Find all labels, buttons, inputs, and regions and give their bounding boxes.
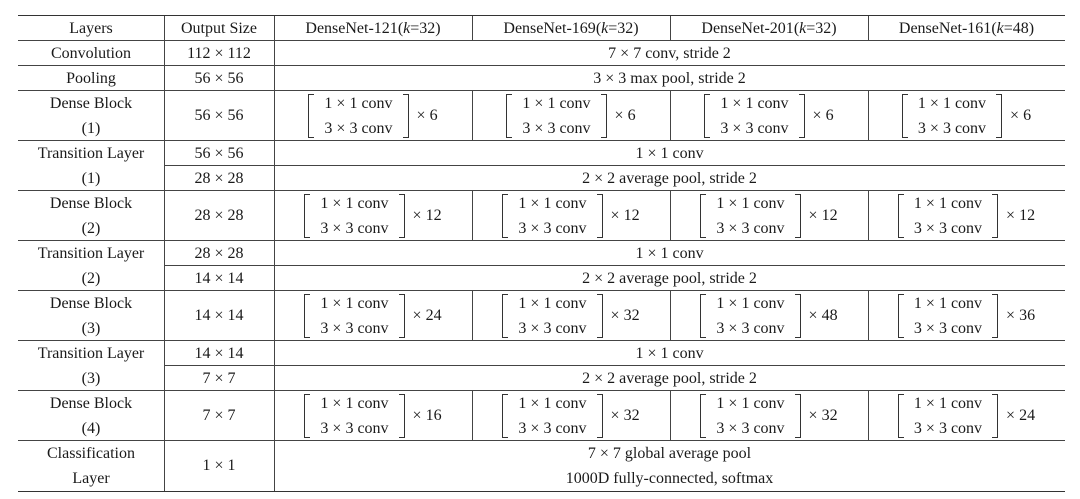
bracket-group bbox=[304, 394, 441, 438]
left-bracket bbox=[304, 294, 310, 338]
right-bracket bbox=[992, 194, 998, 238]
layer-name-cell bbox=[18, 141, 164, 191]
model-name: DenseNet-161 bbox=[898, 19, 992, 37]
densenet-architecture-table bbox=[18, 15, 1065, 492]
repeat-multiplier: × 6 bbox=[614, 107, 636, 124]
conv-line: 3 × 3 conv bbox=[522, 119, 591, 137]
dense-block-config bbox=[274, 391, 472, 441]
conv-line: 3 × 3 conv bbox=[518, 319, 587, 337]
right-bracket bbox=[795, 194, 801, 238]
layer-name: Transition Layer bbox=[37, 144, 145, 162]
conv-line: 1 × 1 conv bbox=[320, 194, 389, 212]
output-size: 28 × 28 bbox=[194, 169, 244, 187]
conv-stack bbox=[518, 396, 586, 437]
output-size: 14 × 14 bbox=[194, 269, 244, 287]
equals-sign: = bbox=[806, 19, 816, 37]
left-bracket bbox=[704, 94, 710, 138]
left-bracket bbox=[898, 394, 904, 438]
layer-name-cell bbox=[18, 291, 164, 341]
right-bracket bbox=[399, 294, 405, 338]
column-divider bbox=[472, 191, 473, 241]
right-bracket bbox=[597, 294, 603, 338]
bracket-group bbox=[704, 94, 833, 138]
dense-block-config bbox=[868, 91, 1065, 141]
dense-block-config bbox=[472, 91, 670, 141]
left-bracket bbox=[902, 94, 908, 138]
column-divider bbox=[472, 391, 473, 441]
equals-sign: = bbox=[1003, 19, 1013, 37]
conv-line: 1 × 1 conv bbox=[716, 394, 785, 412]
column-divider bbox=[670, 91, 671, 141]
conv-stack bbox=[716, 396, 784, 437]
column-divider bbox=[472, 291, 473, 341]
conv-stack bbox=[918, 96, 986, 137]
layer-name: Dense Block bbox=[49, 94, 133, 112]
conv-stack bbox=[914, 196, 982, 237]
repeat-multiplier: × 32 bbox=[610, 307, 640, 324]
column-divider bbox=[868, 291, 869, 341]
header-model-2 bbox=[472, 16, 670, 41]
bracket-group bbox=[304, 194, 441, 238]
model-name: DenseNet-201 bbox=[701, 19, 794, 37]
conv-stack bbox=[716, 296, 784, 337]
bracket-group bbox=[308, 94, 437, 138]
left-bracket bbox=[502, 394, 508, 438]
conv-line: 1 × 1 conv bbox=[913, 194, 983, 212]
header-layers: Layers bbox=[69, 19, 113, 37]
column-divider bbox=[868, 16, 869, 41]
column-divider bbox=[274, 16, 275, 491]
model-name: DenseNet-169 bbox=[503, 19, 596, 37]
dense-block-config bbox=[472, 191, 670, 241]
output-size: 112 × 112 bbox=[187, 44, 251, 62]
output-size: 56 × 56 bbox=[194, 69, 244, 87]
paren-open: ( bbox=[793, 19, 800, 37]
shared-op: 2 × 2 average pool, stride 2 bbox=[582, 369, 757, 387]
repeat-multiplier: × 12 bbox=[610, 207, 640, 224]
growth-rate-symbol: k bbox=[799, 19, 807, 37]
growth-rate-symbol: k bbox=[601, 19, 609, 37]
conv-line: 3 × 3 conv bbox=[913, 319, 983, 337]
conv-stack bbox=[720, 96, 788, 137]
right-bracket bbox=[799, 94, 805, 138]
growth-rate-symbol: k bbox=[996, 19, 1004, 37]
conv-stack bbox=[320, 196, 388, 237]
conv-line: 1 × 1 conv bbox=[518, 194, 587, 212]
column-divider bbox=[670, 191, 671, 241]
repeat-multiplier: × 6 bbox=[416, 107, 438, 124]
left-bracket bbox=[304, 194, 310, 238]
output-size: 28 × 28 bbox=[194, 244, 244, 262]
dense-block-config bbox=[472, 391, 670, 441]
header-model-4 bbox=[868, 16, 1065, 41]
right-bracket bbox=[795, 294, 801, 338]
conv-line: 1 × 1 conv bbox=[913, 394, 983, 412]
growth-rate-value: 32 bbox=[617, 19, 634, 37]
dense-block-config bbox=[868, 191, 1065, 241]
conv-line: 1 × 1 conv bbox=[716, 194, 785, 212]
paren-close: ) bbox=[1028, 19, 1035, 37]
bracket-group bbox=[502, 194, 639, 238]
header-model-1 bbox=[274, 16, 472, 41]
layer-index: (4) bbox=[81, 419, 101, 437]
shared-op: 2 × 2 average pool, stride 2 bbox=[582, 269, 757, 287]
column-divider bbox=[670, 16, 671, 41]
right-bracket bbox=[992, 294, 998, 338]
output-size: 56 × 56 bbox=[194, 144, 244, 162]
dense-block-config bbox=[274, 291, 472, 341]
layer-name: Transition Layer bbox=[37, 344, 145, 362]
dense-block-config bbox=[868, 291, 1065, 341]
header-model-3 bbox=[670, 16, 868, 41]
layer-name: Transition Layer bbox=[37, 244, 145, 262]
repeat-multiplier: × 32 bbox=[610, 407, 640, 424]
column-divider bbox=[868, 191, 869, 241]
conv-line: 3 × 3 conv bbox=[716, 319, 785, 337]
right-bracket bbox=[996, 94, 1002, 138]
right-bracket bbox=[597, 394, 603, 438]
repeat-multiplier: × 32 bbox=[808, 407, 838, 424]
shared-op: 1 × 1 conv bbox=[635, 344, 704, 362]
growth-rate-value: 32 bbox=[419, 19, 436, 37]
right-bracket bbox=[597, 194, 603, 238]
right-bracket bbox=[403, 94, 409, 138]
left-bracket bbox=[502, 294, 508, 338]
column-divider bbox=[472, 16, 473, 41]
left-bracket bbox=[898, 294, 904, 338]
repeat-multiplier: × 12 bbox=[1006, 207, 1036, 224]
paren-close: ) bbox=[435, 19, 441, 37]
bracket-group bbox=[506, 94, 635, 138]
layer-name: Pooling bbox=[66, 69, 116, 87]
layer-name-cell bbox=[18, 241, 164, 291]
bracket-group bbox=[700, 194, 837, 238]
left-bracket bbox=[502, 194, 508, 238]
output-size: 56 × 56 bbox=[194, 107, 244, 124]
layer-name-cell bbox=[18, 191, 164, 241]
layer-index: (1) bbox=[81, 169, 101, 187]
repeat-multiplier: × 12 bbox=[808, 207, 838, 224]
repeat-multiplier: × 6 bbox=[1010, 107, 1032, 124]
left-bracket bbox=[506, 94, 512, 138]
layer-name: Dense Block bbox=[49, 294, 133, 312]
conv-stack bbox=[518, 296, 586, 337]
layer-name: Classification bbox=[47, 444, 135, 462]
bracket-group bbox=[700, 394, 837, 438]
right-bracket bbox=[399, 194, 405, 238]
header-output-size: Output Size bbox=[181, 19, 257, 37]
layer-index: (2) bbox=[81, 269, 101, 287]
bracket-group bbox=[502, 394, 639, 438]
output-size: 14 × 14 bbox=[194, 307, 244, 324]
conv-stack bbox=[716, 196, 784, 237]
conv-line: 3 × 3 conv bbox=[320, 319, 389, 337]
equals-sign: = bbox=[410, 19, 420, 37]
conv-stack bbox=[320, 396, 388, 437]
bracket-group bbox=[304, 294, 441, 338]
dense-block-config bbox=[670, 391, 868, 441]
layer-name: Convolution bbox=[50, 44, 131, 62]
repeat-multiplier: × 6 bbox=[812, 107, 834, 124]
conv-stack bbox=[522, 96, 590, 137]
growth-rate-value: 32 bbox=[815, 19, 832, 37]
conv-stack bbox=[914, 396, 982, 437]
shared-op: 7 × 7 global average pool bbox=[587, 444, 752, 462]
paren-close: ) bbox=[831, 19, 837, 37]
conv-line: 3 × 3 conv bbox=[716, 419, 785, 437]
conv-stack bbox=[518, 196, 586, 237]
repeat-multiplier: × 16 bbox=[412, 407, 442, 424]
shared-op: 2 × 2 average pool, stride 2 bbox=[582, 169, 757, 187]
dense-block-config bbox=[472, 291, 670, 341]
right-bracket bbox=[795, 394, 801, 438]
paren-open: ( bbox=[991, 19, 997, 37]
column-divider bbox=[670, 291, 671, 341]
column-divider bbox=[868, 391, 869, 441]
paren-close: ) bbox=[633, 19, 639, 37]
conv-line: 1 × 1 conv bbox=[324, 94, 393, 112]
paren-open: ( bbox=[595, 19, 602, 37]
equals-sign: = bbox=[608, 19, 618, 37]
growth-rate-value: 48 bbox=[1012, 19, 1029, 37]
dense-block-config bbox=[670, 291, 868, 341]
conv-line: 3 × 3 conv bbox=[913, 219, 983, 237]
output-size: 14 × 14 bbox=[194, 344, 244, 362]
column-divider bbox=[472, 91, 473, 141]
conv-stack bbox=[320, 296, 388, 337]
conv-line: 1 × 1 conv bbox=[716, 294, 785, 312]
conv-line: 1 × 1 conv bbox=[522, 94, 591, 112]
conv-line: 3 × 3 conv bbox=[518, 419, 587, 437]
dense-block-config bbox=[274, 191, 472, 241]
dense-block-config bbox=[670, 191, 868, 241]
bracket-group bbox=[700, 294, 837, 338]
conv-line: 1 × 1 conv bbox=[320, 394, 389, 412]
left-bracket bbox=[304, 394, 310, 438]
layer-index: (3) bbox=[81, 319, 101, 337]
growth-rate-symbol: k bbox=[403, 19, 411, 37]
shared-op: 1 × 1 conv bbox=[635, 244, 704, 262]
right-bracket bbox=[399, 394, 405, 438]
repeat-multiplier: × 48 bbox=[808, 307, 838, 324]
bracket-group bbox=[898, 394, 1035, 438]
repeat-multiplier: × 36 bbox=[1006, 307, 1036, 324]
conv-stack bbox=[324, 96, 392, 137]
repeat-multiplier: × 24 bbox=[412, 307, 442, 324]
left-bracket bbox=[700, 194, 706, 238]
conv-line: 1 × 1 conv bbox=[320, 294, 389, 312]
layer-name-cell bbox=[18, 341, 164, 391]
bracket-group bbox=[898, 194, 1035, 238]
repeat-multiplier: × 12 bbox=[412, 207, 442, 224]
left-bracket bbox=[700, 394, 706, 438]
column-divider bbox=[670, 391, 671, 441]
conv-line: 3 × 3 conv bbox=[716, 219, 785, 237]
dense-block-config bbox=[274, 91, 472, 141]
layer-name-cell bbox=[18, 91, 164, 141]
output-size: 7 × 7 bbox=[202, 407, 236, 424]
conv-stack bbox=[914, 296, 982, 337]
conv-line: 1 × 1 conv bbox=[518, 394, 587, 412]
right-bracket bbox=[992, 394, 998, 438]
paren-open: ( bbox=[397, 19, 404, 37]
conv-line: 3 × 3 conv bbox=[720, 119, 789, 137]
conv-line: 3 × 3 conv bbox=[913, 419, 983, 437]
bracket-group bbox=[902, 94, 1031, 138]
column-divider bbox=[164, 16, 165, 491]
conv-line: 1 × 1 conv bbox=[518, 294, 587, 312]
shared-op: 1000D fully-connected, softmax bbox=[565, 469, 774, 487]
output-size: 28 × 28 bbox=[194, 207, 244, 224]
left-bracket bbox=[898, 194, 904, 238]
right-bracket bbox=[601, 94, 607, 138]
shared-op: 3 × 3 max pool, stride 2 bbox=[593, 69, 746, 87]
repeat-multiplier: × 24 bbox=[1006, 407, 1036, 424]
conv-line: 1 × 1 conv bbox=[913, 294, 983, 312]
conv-line: 1 × 1 conv bbox=[720, 94, 789, 112]
layer-name: Dense Block bbox=[49, 394, 133, 412]
conv-line: 1 × 1 conv bbox=[917, 94, 987, 112]
layer-index: Layer bbox=[72, 469, 110, 487]
shared-op: 1 × 1 conv bbox=[635, 144, 704, 162]
conv-line: 3 × 3 conv bbox=[320, 419, 389, 437]
left-bracket bbox=[308, 94, 314, 138]
output-size: 7 × 7 bbox=[202, 369, 236, 387]
conv-line: 3 × 3 conv bbox=[324, 119, 393, 137]
column-divider bbox=[868, 91, 869, 141]
conv-line: 3 × 3 conv bbox=[917, 119, 987, 137]
layer-name-cell bbox=[18, 441, 164, 491]
output-size: 1 × 1 bbox=[202, 457, 236, 474]
dense-block-config bbox=[670, 91, 868, 141]
left-bracket bbox=[700, 294, 706, 338]
layer-index: (1) bbox=[81, 119, 101, 137]
layer-name-cell bbox=[18, 391, 164, 441]
layer-name: Dense Block bbox=[49, 194, 133, 212]
bracket-group bbox=[898, 294, 1035, 338]
conv-line: 3 × 3 conv bbox=[320, 219, 389, 237]
dense-block-config bbox=[868, 391, 1065, 441]
conv-line: 3 × 3 conv bbox=[518, 219, 587, 237]
bracket-group bbox=[502, 294, 639, 338]
layer-index: (3) bbox=[81, 369, 101, 387]
shared-op: 7 × 7 conv, stride 2 bbox=[608, 44, 731, 62]
model-name: DenseNet-121 bbox=[305, 19, 398, 37]
layer-index: (2) bbox=[81, 219, 101, 237]
